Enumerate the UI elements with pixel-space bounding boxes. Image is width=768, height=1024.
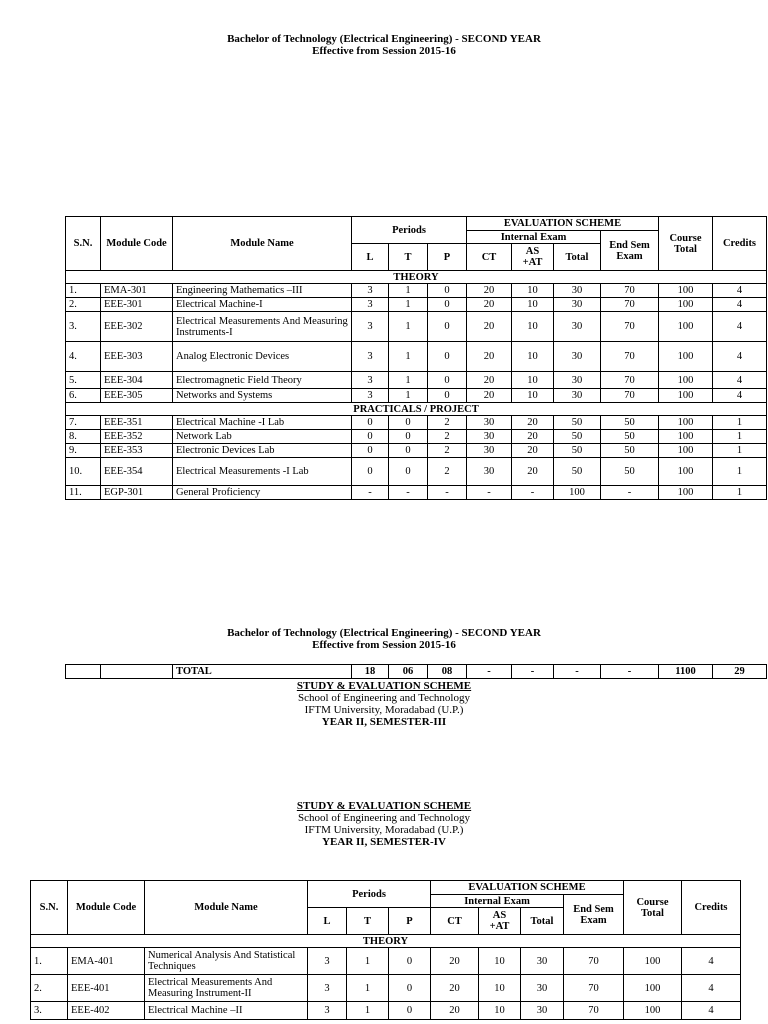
- cell-l: 0: [352, 416, 389, 430]
- cell-l: 0: [352, 444, 389, 458]
- col-l-sem4: L: [308, 908, 347, 935]
- total-ct: -: [467, 665, 512, 679]
- header-top: [0, 33, 768, 57]
- cell-p: -: [428, 486, 467, 500]
- cell-total: 30: [554, 284, 601, 298]
- cell-l: 3: [352, 298, 389, 312]
- cell-credits: 4: [713, 372, 767, 389]
- cell-code: EEE-353: [101, 444, 173, 458]
- cell-t: 0: [389, 416, 428, 430]
- col-course-total: Course Total: [659, 217, 713, 271]
- cell-name: Electrical Measurements -I Lab: [173, 458, 352, 486]
- cell-name: Electromagnetic Field Theory: [173, 372, 352, 389]
- cell-end: -: [601, 486, 659, 500]
- cell-as: 20: [512, 430, 554, 444]
- total-p: 08: [428, 665, 467, 679]
- cell-as: 10: [512, 389, 554, 403]
- cell-as: 20: [512, 444, 554, 458]
- cell-sn: 6.: [66, 389, 101, 403]
- cell-credits: 4: [682, 975, 741, 1002]
- cell-l: 0: [352, 458, 389, 486]
- section-label: THEORY: [66, 271, 767, 284]
- col-course-total-sem4: Course Total: [624, 881, 682, 935]
- cell-total: 30: [554, 298, 601, 312]
- cell-p: 0: [428, 284, 467, 298]
- semester-4-table: [30, 880, 741, 1020]
- col-t: T: [389, 244, 428, 271]
- total-label: TOTAL: [173, 665, 352, 679]
- cell-t: -: [389, 486, 428, 500]
- col-module-name-sem4: Module Name: [145, 881, 308, 935]
- cell-end: 70: [601, 389, 659, 403]
- col-as-at-sem4: AS +AT: [479, 908, 521, 935]
- cell-credits: 1: [713, 444, 767, 458]
- cell-as: 10: [512, 298, 554, 312]
- table-row: [66, 444, 767, 458]
- cell-code: EEE-401: [68, 975, 145, 1002]
- cell-t: 1: [389, 342, 428, 372]
- cell-credits: 1: [713, 416, 767, 430]
- cell-ct: 30: [467, 430, 512, 444]
- col-l: L: [352, 244, 389, 271]
- col-internal-exam: Internal Exam: [467, 231, 601, 244]
- col-evaluation-scheme: EVALUATION SCHEME: [467, 217, 659, 231]
- cell-ct: 30: [467, 444, 512, 458]
- cell-p: 0: [428, 372, 467, 389]
- cell-as: 10: [479, 975, 521, 1002]
- theory-section-row: [66, 271, 767, 284]
- cell-course: 100: [624, 1002, 682, 1020]
- total-course: 1100: [659, 665, 713, 679]
- cell-as: 10: [512, 284, 554, 298]
- cell-as: 10: [512, 312, 554, 342]
- cell-course: 100: [659, 416, 713, 430]
- cell-code: EEE-351: [101, 416, 173, 430]
- col-credits: Credits: [713, 217, 767, 271]
- cell-code: EEE-354: [101, 458, 173, 486]
- cell-p: 2: [428, 430, 467, 444]
- cell-sn: 8.: [66, 430, 101, 444]
- cell-code: EEE-301: [101, 298, 173, 312]
- scheme-block-sem3: [0, 680, 768, 728]
- cell-code: EGP-301: [101, 486, 173, 500]
- cell-name: Engineering Mathematics –III: [173, 284, 352, 298]
- total-l: 18: [352, 665, 389, 679]
- col-ct-sem4: CT: [431, 908, 479, 935]
- cell-ct: 20: [431, 1002, 479, 1020]
- cell-as: -: [512, 486, 554, 500]
- table-row: [66, 372, 767, 389]
- cell-credits: 4: [713, 298, 767, 312]
- col-ct: CT: [467, 244, 512, 271]
- cell-credits: 4: [713, 389, 767, 403]
- cell-t: 1: [347, 975, 389, 1002]
- cell-course: 100: [659, 372, 713, 389]
- cell-total: 100: [554, 486, 601, 500]
- cell-total: 30: [554, 342, 601, 372]
- col-p: P: [428, 244, 467, 271]
- cell-ct: 20: [467, 372, 512, 389]
- cell-total: 50: [554, 416, 601, 430]
- practicals-section-row: [66, 403, 767, 416]
- table-row: [66, 298, 767, 312]
- cell-ct: 20: [467, 342, 512, 372]
- cell-name: General Proficiency: [173, 486, 352, 500]
- col-end-sem-exam: End Sem Exam: [601, 231, 659, 271]
- total-end: -: [601, 665, 659, 679]
- cell-t: 1: [389, 298, 428, 312]
- cell-credits: 4: [713, 342, 767, 372]
- cell-name: Electronic Devices Lab: [173, 444, 352, 458]
- cell-total: 50: [554, 444, 601, 458]
- col-internal-exam-sem4: Internal Exam: [431, 895, 564, 908]
- cell-total: 30: [521, 975, 564, 1002]
- cell-course: 100: [659, 342, 713, 372]
- scheme-block-sem4: [0, 800, 768, 848]
- cell-course: 100: [659, 458, 713, 486]
- cell-total: 30: [554, 372, 601, 389]
- table-row: [66, 284, 767, 298]
- cell-credits: 4: [682, 1002, 741, 1020]
- university-name-sem4: IFTM University, Moradabad (U.P.): [304, 824, 464, 836]
- cell-end: 50: [601, 458, 659, 486]
- cell-p: 0: [389, 975, 431, 1002]
- cell-as: 20: [512, 416, 554, 430]
- cell-p: 0: [428, 312, 467, 342]
- cell-name: Analog Electronic Devices: [173, 342, 352, 372]
- table-row: [66, 458, 767, 486]
- cell-course: 100: [659, 284, 713, 298]
- cell-sn: 4.: [66, 342, 101, 372]
- cell-end: 50: [601, 430, 659, 444]
- semester-label: YEAR II, SEMESTER-III: [321, 716, 447, 728]
- cell-l: 3: [352, 372, 389, 389]
- col-as-at: AS +AT: [512, 244, 554, 271]
- col-sn: S.N.: [66, 217, 101, 271]
- total-t: 06: [389, 665, 428, 679]
- col-module-code: Module Code: [101, 217, 173, 271]
- session-line-repeat: Effective from Session 2015-16: [312, 639, 456, 651]
- university-name: IFTM University, Moradabad (U.P.): [304, 704, 464, 716]
- cell-end: 50: [601, 416, 659, 430]
- cell-ct: -: [467, 486, 512, 500]
- cell-end: 70: [601, 372, 659, 389]
- cell-l: 3: [352, 342, 389, 372]
- cell-ct: 20: [467, 298, 512, 312]
- cell-sn: 5.: [66, 372, 101, 389]
- cell-as: 10: [512, 342, 554, 372]
- cell-code: EEE-305: [101, 389, 173, 403]
- col-sn-sem4: S.N.: [31, 881, 68, 935]
- cell-end: 50: [601, 444, 659, 458]
- scheme-title-sem4: STUDY & EVALUATION SCHEME: [296, 800, 472, 812]
- cell-sn: 2.: [31, 975, 68, 1002]
- cell-sn: 1.: [66, 284, 101, 298]
- section-label: PRACTICALS / PROJECT: [66, 403, 767, 416]
- cell-t: 1: [389, 312, 428, 342]
- cell-l: 3: [308, 948, 347, 975]
- cell-end: 70: [601, 342, 659, 372]
- cell-end: 70: [601, 312, 659, 342]
- cell-ct: 20: [467, 389, 512, 403]
- cell-total: 50: [554, 430, 601, 444]
- cell-credits: 1: [713, 430, 767, 444]
- total-total: -: [554, 665, 601, 679]
- cell-t: 0: [389, 444, 428, 458]
- col-module-name: Module Name: [173, 217, 352, 271]
- cell-course: 100: [659, 430, 713, 444]
- total-table: [65, 664, 767, 679]
- table-row: [66, 312, 767, 342]
- cell-end: 70: [564, 1002, 624, 1020]
- total-as: -: [512, 665, 554, 679]
- cell-as: 10: [479, 1002, 521, 1020]
- cell-sn: 3.: [66, 312, 101, 342]
- cell-l: 3: [352, 284, 389, 298]
- cell-credits: 4: [713, 312, 767, 342]
- cell-as: 10: [512, 372, 554, 389]
- cell-ct: 30: [467, 416, 512, 430]
- semester-label-sem4: YEAR II, SEMESTER-IV: [322, 836, 446, 848]
- cell-total: 30: [554, 389, 601, 403]
- cell-code: EEE-302: [101, 312, 173, 342]
- cell-l: -: [352, 486, 389, 500]
- table-row: [31, 975, 741, 1002]
- cell-l: 3: [308, 975, 347, 1002]
- semester-3-table: [65, 216, 767, 500]
- col-t-sem4: T: [347, 908, 389, 935]
- cell-ct: 20: [467, 312, 512, 342]
- cell-course: 100: [624, 948, 682, 975]
- cell-ct: 20: [431, 975, 479, 1002]
- program-title-repeat: Bachelor of Technology (Electrical Engineering) - SECOND YEAR: [227, 627, 541, 639]
- cell-credits: 1: [713, 486, 767, 500]
- section-label: THEORY: [31, 935, 741, 948]
- cell-code: EEE-402: [68, 1002, 145, 1020]
- col-periods-sem4: Periods: [308, 881, 431, 908]
- header-repeat: [0, 627, 768, 651]
- cell-sn: 10.: [66, 458, 101, 486]
- cell-code: EEE-303: [101, 342, 173, 372]
- cell-code: EEE-304: [101, 372, 173, 389]
- cell-name: Network Lab: [173, 430, 352, 444]
- col-evaluation-scheme-sem4: EVALUATION SCHEME: [431, 881, 624, 895]
- cell-ct: 20: [431, 948, 479, 975]
- cell-p: 0: [428, 342, 467, 372]
- cell-code: EMA-301: [101, 284, 173, 298]
- cell-p: 0: [389, 1002, 431, 1020]
- cell-l: 3: [308, 1002, 347, 1020]
- cell-name: Electrical Measurements And Measuring Instrument-II: [145, 975, 308, 1002]
- cell-t: 1: [389, 372, 428, 389]
- program-title: Bachelor of Technology (Electrical Engineering) - SECOND YEAR: [227, 33, 541, 45]
- cell-credits: 4: [682, 948, 741, 975]
- col-module-code-sem4: Module Code: [68, 881, 145, 935]
- table-row: [66, 342, 767, 372]
- school-name-sem4: School of Engineering and Technology: [298, 812, 470, 824]
- cell-name: Electrical Measurements And Measuring Instruments-I: [173, 312, 352, 342]
- cell-ct: 30: [467, 458, 512, 486]
- cell-total: 30: [521, 1002, 564, 1020]
- table-row: [66, 486, 767, 500]
- col-total-sem4: Total: [521, 908, 564, 935]
- table-row: [66, 389, 767, 403]
- cell-total: 30: [554, 312, 601, 342]
- cell-t: 1: [347, 1002, 389, 1020]
- cell-l: 3: [352, 389, 389, 403]
- cell-name: Electrical Machine-I: [173, 298, 352, 312]
- table-row: [31, 948, 741, 975]
- cell-t: 1: [389, 389, 428, 403]
- cell-t: 0: [389, 430, 428, 444]
- cell-sn: 11.: [66, 486, 101, 500]
- cell-sn: 2.: [66, 298, 101, 312]
- theory-section-row-sem4: [31, 935, 741, 948]
- table-row: [66, 430, 767, 444]
- cell-sn: 3.: [31, 1002, 68, 1020]
- cell-end: 70: [564, 948, 624, 975]
- cell-p: 0: [428, 298, 467, 312]
- col-p-sem4: P: [389, 908, 431, 935]
- cell-sn: 7.: [66, 416, 101, 430]
- cell-course: 100: [659, 444, 713, 458]
- cell-name: Networks and Systems: [173, 389, 352, 403]
- cell-p: 0: [428, 389, 467, 403]
- cell-name: Electrical Machine –II: [145, 1002, 308, 1020]
- cell-end: 70: [601, 284, 659, 298]
- cell-sn: 9.: [66, 444, 101, 458]
- cell-course: 100: [624, 975, 682, 1002]
- cell-name: Electrical Machine -I Lab: [173, 416, 352, 430]
- cell-credits: 4: [713, 284, 767, 298]
- cell-t: 1: [389, 284, 428, 298]
- cell-code: EMA-401: [68, 948, 145, 975]
- cell-end: 70: [564, 975, 624, 1002]
- col-periods: Periods: [352, 217, 467, 244]
- cell-t: 1: [347, 948, 389, 975]
- cell-total: 30: [521, 948, 564, 975]
- cell-l: 0: [352, 430, 389, 444]
- cell-as: 10: [479, 948, 521, 975]
- cell-t: 0: [389, 458, 428, 486]
- session-line: Effective from Session 2015-16: [312, 45, 456, 57]
- table-row: [66, 416, 767, 430]
- cell-course: 100: [659, 389, 713, 403]
- cell-p: 2: [428, 444, 467, 458]
- total-credits: 29: [713, 665, 767, 679]
- cell-as: 20: [512, 458, 554, 486]
- cell-p: 2: [428, 416, 467, 430]
- school-name: School of Engineering and Technology: [298, 692, 470, 704]
- cell-course: 100: [659, 298, 713, 312]
- table-row: [31, 1002, 741, 1020]
- col-credits-sem4: Credits: [682, 881, 741, 935]
- col-end-sem-exam-sem4: End Sem Exam: [564, 895, 624, 935]
- cell-course: 100: [659, 312, 713, 342]
- cell-end: 70: [601, 298, 659, 312]
- cell-credits: 1: [713, 458, 767, 486]
- scheme-title: STUDY & EVALUATION SCHEME: [296, 680, 472, 692]
- cell-ct: 20: [467, 284, 512, 298]
- cell-name: Numerical Analysis And Statistical Techniques: [145, 948, 308, 975]
- cell-code: EEE-352: [101, 430, 173, 444]
- cell-p: 0: [389, 948, 431, 975]
- cell-total: 50: [554, 458, 601, 486]
- cell-sn: 1.: [31, 948, 68, 975]
- cell-p: 2: [428, 458, 467, 486]
- total-row: [66, 665, 767, 679]
- cell-course: 100: [659, 486, 713, 500]
- cell-l: 3: [352, 312, 389, 342]
- col-total: Total: [554, 244, 601, 271]
